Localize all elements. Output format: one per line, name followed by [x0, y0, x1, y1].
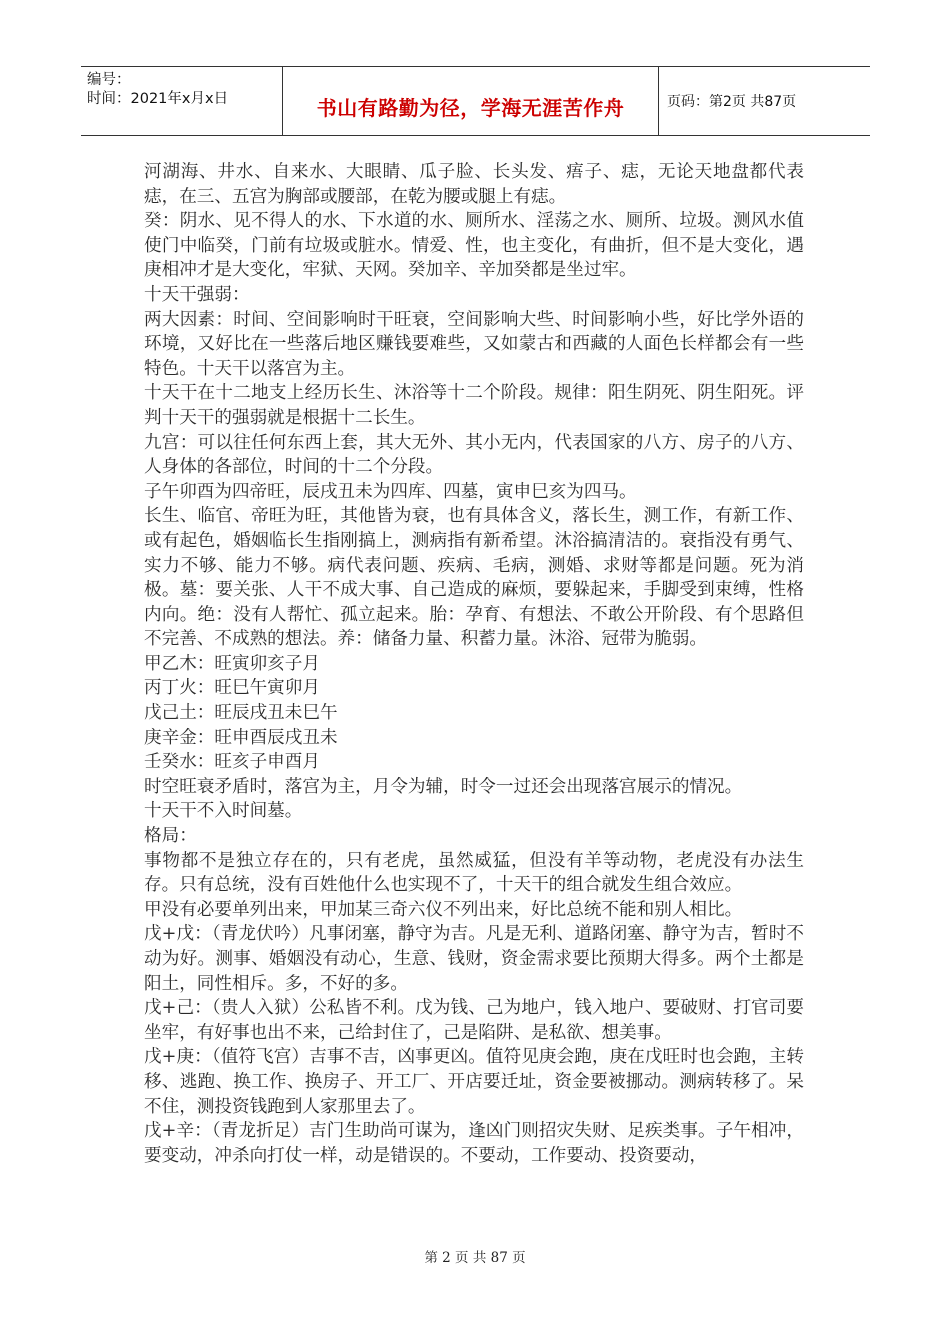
- paragraph: 子午卯酉为四帝旺，辰戌丑未为四库、四墓，寅申巳亥为四马。: [144, 481, 637, 502]
- paragraph: 戊己土：旺辰戌丑未巳午: [144, 703, 338, 724]
- paragraph: 戊+辛：（青龙折足）吉门生助尚可谋为，逢凶门则招灾失财、足疾类事。子午相冲，要变动，冲杀向打仗一样，动是错误的。不要动，工作要动、投资要动，: [144, 1121, 804, 1166]
- section-heading: 十天干强弱：: [144, 284, 250, 305]
- header-meta-cell: [81, 67, 283, 135]
- paragraph: 甲乙木：旺寅卯亥子月: [144, 653, 320, 674]
- header-motto-cell: [283, 67, 659, 135]
- paragraph: 十天干在十二地支上经历长生、沐浴等十二个阶段。规律：阳生阴死、阴生阳死。评判十天干的强弱就是根据十二长生。: [144, 383, 804, 428]
- page-footer: [0, 1246, 950, 1266]
- paragraph: 丙丁火：旺巳午寅卯月: [144, 678, 320, 699]
- paragraph: 事物都不是独立存在的，只有老虎，虽然威猛，但没有羊等动物，老虎没有办法生存。只有总统，没有百姓他什么也实现不了，十天干的组合就发生组合效应。: [144, 850, 804, 896]
- paragraph: 癸：阴水、见不得人的水、下水道的水、厕所水、淫荡之水、厕所、垃圾。测风水值使门中临癸，门前有垃圾或脏水。情爱、性，也主变化，有曲折，但不是大变化，遇庚相冲才是大变化，牢狱、天网。癸加辛、辛加癸都是坐过牢。: [144, 211, 804, 281]
- paragraph: 戊+己：（贵人入狱）公私皆不利。戊为钱、己为地户，钱入地户、要破财、打官司要坐牢，有好事也出不来，己给封住了，己是陷阱、是私欲、想美事。: [144, 998, 804, 1043]
- paragraph: 庚辛金：旺申酉辰戌丑未: [144, 727, 338, 748]
- paragraph: 甲没有必要单列出来，甲加某三奇六仪不列出来，好比总统不能和别人相比。: [144, 899, 743, 920]
- document-number-label: 编号：: [87, 72, 131, 88]
- paragraph: 两大因素：时间、空间影响时干旺衰，空间影响大些、时间影响小些，好比学外语的环境，又好比在一些落后地区赚钱要难些，又如蒙古和西藏的人面色长样都会有一些特色。十天干以落宫为主。: [144, 309, 804, 379]
- footer-page-number: 第 2 页 共 87 页: [424, 1250, 526, 1266]
- header-page-info: 页码：第2页 共87页: [667, 94, 797, 110]
- paragraph: 长生、临官、帝旺为旺，其他皆为衰，也有具体含义，落长生，测工作，有新工作、或有起色，婚姻临长生指刚搞上，测病指有新希望。沐浴搞清洁的。衰指没有勇气、实力不够、能力不够。病代表问题、疾病、毛病，测婚、求财等都是问题。死为消极。墓：要关张、人干不成大事、自己造成的麻烦，要躲起来，手脚受到束缚，性格内向。绝：没有人帮忙、孤立起来。胎：孕育、有想法、不敢公开阶段、有个思路但不完善、不成熟的想法。养：储备力量、积蓄力量。沐浴、冠带为脆弱。: [144, 506, 804, 650]
- paragraph: 戊+庚：（值符飞宫）吉事不吉，凶事更凶。值符见庚会跑，庚在戊旺时也会跑，主转移、逃跑、换工作、换房子、开工厂、开店要迁址，资金要被挪动。测病转移了。呆不住，测投资钱跑到人家那里去了。: [144, 1047, 804, 1117]
- header-motto: 书山有路勤为径，学海无涯苦作舟: [316, 95, 625, 120]
- paragraph: 十天干不入时间墓。: [144, 801, 303, 822]
- paragraph: 九宫：可以往任何东西上套，其大无外、其小无内，代表国家的八方、房子的八方、人身体的各部位，时间的十二个分段。: [144, 432, 804, 478]
- document-time-label: 时间：2021年x月x日: [87, 91, 229, 107]
- header-table: [81, 66, 870, 136]
- paragraph: 壬癸水：旺亥子申酉月: [144, 752, 320, 773]
- paragraph: 河湖海、井水、自来水、大眼睛、瓜子脸、长头发、痦子、痣，无论天地盘都代表痣，在三、五宫为胸部或腰部，在乾为腰或腿上有痣。: [144, 162, 804, 207]
- paragraph: 戊+戊：（青龙伏吟）凡事闭塞，静守为吉。凡是无利、道路闭塞、静守为吉，暂时不动为好。测事、婚姻没有动心，生意、钱财，资金需求要比预期大得多。两个土都是阳土，同性相斥。多，不好的多。: [144, 924, 804, 994]
- document-body: [144, 160, 804, 1168]
- section-heading: 格局：: [144, 826, 197, 847]
- paragraph: 时空旺衰矛盾时，落宫为主，月令为辅，时令一过还会出现落宫展示的情况。: [144, 776, 743, 797]
- header-page-cell: [659, 67, 870, 135]
